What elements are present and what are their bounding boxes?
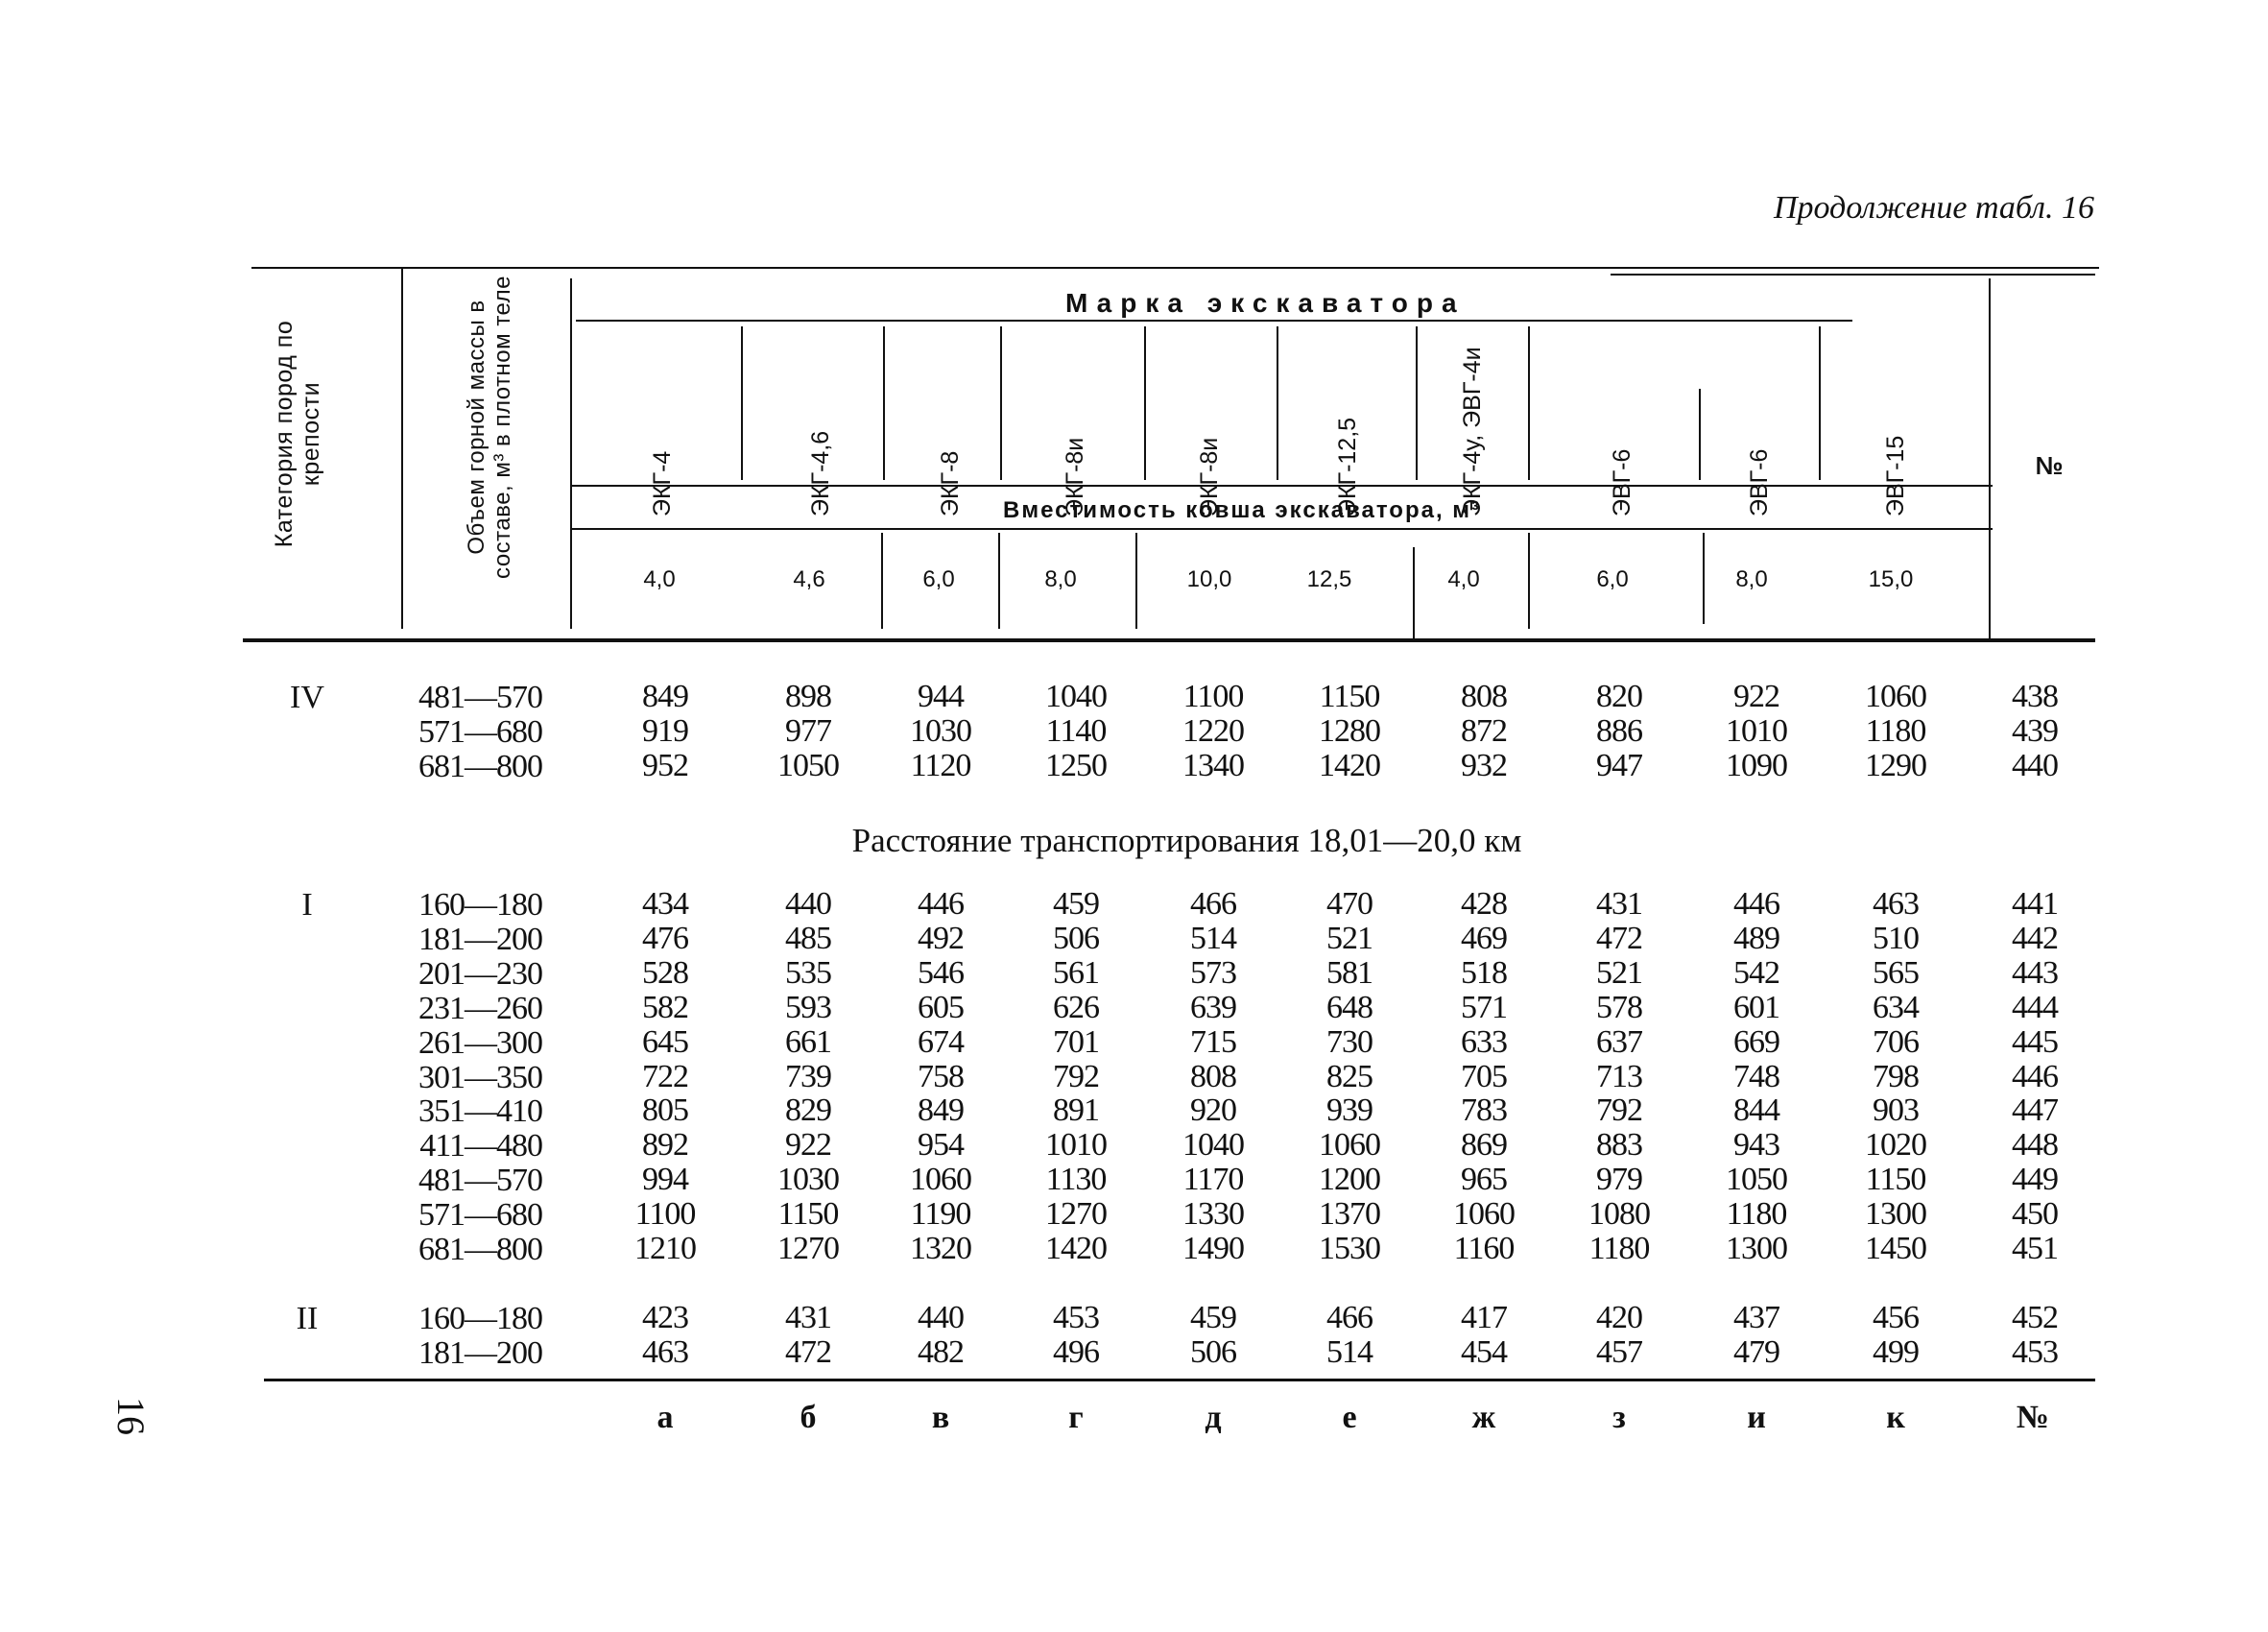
capacity-value: 6,0	[1596, 566, 1629, 592]
table-cell: 472	[1596, 920, 1642, 956]
model-name: ЭВГ-6	[1746, 448, 1773, 516]
table-cell: 1290	[1865, 747, 1926, 783]
table-cell: 1450	[1865, 1231, 1926, 1266]
table-cell: 571	[1461, 989, 1507, 1025]
table-cell: 1050	[1726, 1162, 1787, 1198]
table-cell: 844	[1733, 1092, 1779, 1129]
capacity-value: 8,0	[1735, 566, 1768, 592]
table-cell: 459	[1053, 886, 1099, 922]
table-cell: 706	[1873, 1023, 1919, 1060]
table-cell: 922	[785, 1127, 831, 1164]
model-name: ЭВГ-15	[1882, 435, 1909, 516]
table-cell: 479	[1733, 1333, 1779, 1370]
table-cell: 633	[1461, 1023, 1507, 1060]
table-cell: 470	[1326, 886, 1373, 922]
volume-range: 681—800	[418, 748, 542, 784]
row-number: 440	[2012, 747, 2058, 783]
cap-divider-2	[998, 533, 1000, 629]
table-cell: 453	[1053, 1300, 1099, 1335]
table-cell: 1090	[1726, 747, 1787, 783]
table-cell: 1060	[910, 1162, 971, 1198]
row-number: 449	[2012, 1162, 2058, 1198]
table-cell: 977	[785, 712, 831, 749]
table-cell: 1030	[777, 1162, 839, 1198]
capacity-value: 10,0	[1186, 566, 1232, 592]
footer-number: №	[2016, 1400, 2050, 1435]
table-cell: 1150	[1319, 679, 1380, 714]
model-name: ЭВГ-6	[1609, 448, 1635, 516]
table-cell: 808	[1190, 1058, 1236, 1094]
table-cell: 932	[1461, 747, 1507, 783]
table-cell: 674	[918, 1023, 964, 1060]
footer-letter: в	[931, 1400, 950, 1435]
table-cell: 1340	[1182, 747, 1244, 783]
table-cell: 1120	[910, 747, 971, 783]
table-cell: 1330	[1182, 1196, 1244, 1233]
table-cell: 634	[1873, 989, 1919, 1025]
table-cell: 645	[642, 1023, 688, 1060]
table-cell: 582	[642, 989, 688, 1025]
table-cell: 420	[1596, 1300, 1642, 1335]
table-cell: 919	[642, 712, 688, 749]
row-number: 446	[2012, 1058, 2058, 1094]
volume-range: 571—680	[418, 1197, 542, 1234]
table-cell: 920	[1190, 1092, 1236, 1129]
table-cell: 446	[918, 886, 964, 922]
table-cell: 454	[1461, 1333, 1507, 1370]
table-cell: 593	[785, 989, 831, 1025]
model-name: ЭКГ-8и	[1196, 437, 1223, 516]
table-cell: 463	[1873, 886, 1919, 922]
volume-range: 351—410	[418, 1093, 542, 1130]
table-cell: 869	[1461, 1127, 1507, 1164]
row-number: 444	[2012, 989, 2058, 1025]
table-cell: 1100	[634, 1196, 696, 1233]
table-cell: 883	[1596, 1127, 1642, 1164]
table-cell: 578	[1596, 989, 1642, 1025]
row-number: 451	[2012, 1231, 2058, 1266]
table-cell: 898	[785, 679, 831, 714]
model-divider-7	[1528, 326, 1530, 480]
cap-divider-5	[1528, 533, 1530, 629]
footer-letter: ж	[1471, 1400, 1496, 1435]
capacity-value: 6,0	[922, 566, 955, 592]
table-cell: 1270	[777, 1231, 839, 1266]
table-cell: 561	[1053, 954, 1099, 991]
table-cell: 1490	[1182, 1231, 1244, 1266]
footer-letter: з	[1612, 1400, 1626, 1435]
table-cell: 669	[1733, 1023, 1779, 1060]
table-cell: 459	[1190, 1300, 1236, 1335]
table-caption: Продолжение табл. 16	[1773, 190, 2094, 226]
table-cell: 872	[1461, 712, 1507, 749]
table-cell: 1530	[1319, 1231, 1380, 1266]
table-cell: 466	[1190, 886, 1236, 922]
volume-range: 160—180	[418, 1301, 542, 1336]
table-cell: 535	[785, 954, 831, 991]
table-cell: 1420	[1319, 747, 1380, 783]
table-cell: 952	[642, 747, 688, 783]
volume-range: 481—570	[418, 1163, 542, 1199]
table-cell: 739	[785, 1058, 831, 1094]
model-name: ЭКГ-8и	[1062, 437, 1088, 516]
table-cell: 783	[1461, 1092, 1507, 1129]
table-cell: 965	[1461, 1162, 1507, 1198]
table-cell: 1040	[1182, 1127, 1244, 1164]
table-cell: 1370	[1319, 1196, 1380, 1233]
table-cell: 521	[1326, 920, 1373, 956]
row-number: 447	[2012, 1092, 2058, 1129]
table-cell: 431	[1596, 886, 1642, 922]
header-volume: Объем горной массы в составе, м³ в плотном теле	[464, 276, 515, 579]
table-cell: 1020	[1865, 1127, 1926, 1164]
capacity-underline	[572, 528, 1993, 530]
capacity-value: 4,6	[793, 566, 825, 592]
table-cell: 1010	[1726, 712, 1787, 749]
table-cell: 849	[918, 1092, 964, 1129]
table-cell: 903	[1873, 1092, 1919, 1129]
table-cell: 701	[1053, 1023, 1099, 1060]
table-cell: 496	[1053, 1333, 1099, 1370]
volume-range: 301—350	[418, 1059, 542, 1095]
row-number: 445	[2012, 1023, 2058, 1060]
table-cell: 849	[642, 679, 688, 714]
capacity-value: 15,0	[1868, 566, 1914, 592]
table-cell: 482	[918, 1333, 964, 1370]
table-cell: 805	[642, 1092, 688, 1129]
table-cell: 648	[1326, 989, 1373, 1025]
row-number: 452	[2012, 1300, 2058, 1335]
capacity-value: 12,5	[1306, 566, 1352, 592]
footer-letter: г	[1068, 1400, 1084, 1435]
table-cell: 1280	[1319, 712, 1380, 749]
table-cell: 1150	[777, 1196, 839, 1233]
row-number: 450	[2012, 1196, 2058, 1233]
table-cell: 446	[1733, 886, 1779, 922]
header-bottom-rule	[243, 638, 2095, 642]
table-cell: 922	[1733, 679, 1779, 714]
table-cell: 1130	[1045, 1162, 1107, 1198]
table-cell: 639	[1190, 989, 1236, 1025]
category-label: II	[296, 1301, 319, 1336]
table-cell: 437	[1733, 1300, 1779, 1335]
table-cell: 521	[1596, 954, 1642, 991]
volume-range: 231—260	[418, 990, 542, 1026]
table-cell: 947	[1596, 747, 1642, 783]
model-name: ЭКГ-8	[937, 450, 964, 516]
table-cell: 722	[642, 1058, 688, 1094]
table-cell: 626	[1053, 989, 1099, 1025]
table-cell: 758	[918, 1058, 964, 1094]
table-cell: 417	[1461, 1300, 1507, 1335]
footer-letter: б	[800, 1400, 817, 1435]
table-cell: 469	[1461, 920, 1507, 956]
table-cell: 1160	[1453, 1231, 1515, 1266]
page-number: 16	[109, 1397, 153, 1435]
table-cell: 661	[785, 1023, 831, 1060]
table-cell: 1170	[1182, 1162, 1244, 1198]
footer-letter: е	[1342, 1400, 1357, 1435]
table-cell: 943	[1733, 1127, 1779, 1164]
row-number: 453	[2012, 1333, 2058, 1370]
table-cell: 944	[918, 679, 964, 714]
model-name: ЭКГ-4,6	[807, 430, 834, 516]
volume-range: 411—480	[419, 1128, 542, 1164]
table-cell: 440	[785, 886, 831, 922]
volume-range: 181—200	[418, 921, 542, 957]
table-cell: 456	[1873, 1300, 1919, 1335]
model-name: ЭКГ-4у, ЭВГ-4и	[1459, 347, 1486, 516]
volume-range: 201—230	[418, 955, 542, 992]
table-cell: 510	[1873, 920, 1919, 956]
model-divider-6	[1416, 326, 1418, 480]
table-cell: 514	[1326, 1333, 1373, 1370]
category-label: I	[301, 887, 313, 923]
table-cell: 1060	[1453, 1196, 1515, 1233]
table-cell: 1030	[910, 712, 971, 749]
row-number: 443	[2012, 954, 2058, 991]
footer-letter: а	[657, 1400, 674, 1435]
row-number: 441	[2012, 886, 2058, 922]
table-cell: 581	[1326, 954, 1373, 991]
table-cell: 463	[642, 1333, 688, 1370]
model-divider-4	[1144, 326, 1146, 480]
row-number: 442	[2012, 920, 2058, 956]
table-cell: 506	[1190, 1333, 1236, 1370]
model-divider-9	[1819, 326, 1821, 480]
header-brand: Марка экскаватора	[1065, 288, 1466, 318]
table-cell: 825	[1326, 1058, 1373, 1094]
table-cell: 979	[1596, 1162, 1642, 1198]
table-cell: 1420	[1045, 1231, 1107, 1266]
header-top-rule	[251, 267, 2099, 269]
category-label: IV	[290, 680, 324, 715]
col-divider-volume	[401, 269, 403, 629]
table-cell: 792	[1053, 1058, 1099, 1094]
volume-range: 261—300	[418, 1024, 542, 1061]
model-divider-8	[1699, 389, 1701, 480]
table-cell: 1320	[910, 1231, 971, 1266]
table-cell: 499	[1873, 1333, 1919, 1370]
table-cell: 1180	[1726, 1196, 1787, 1233]
table-cell: 792	[1596, 1092, 1642, 1129]
row-number: 438	[2012, 679, 2058, 714]
table-cell: 466	[1326, 1300, 1373, 1335]
table-cell: 440	[918, 1300, 964, 1335]
table-bottom-rule	[264, 1379, 2095, 1381]
footer-letter: к	[1886, 1400, 1905, 1435]
table-cell: 637	[1596, 1023, 1642, 1060]
model-divider-5	[1277, 326, 1278, 480]
table-cell: 476	[642, 920, 688, 956]
table-cell: 1220	[1182, 712, 1244, 749]
table-cell: 939	[1326, 1092, 1373, 1129]
capacity-value: 8,0	[1044, 566, 1077, 592]
table-cell: 892	[642, 1127, 688, 1164]
model-divider-2	[883, 326, 885, 480]
table-cell: 1200	[1319, 1162, 1380, 1198]
table-cell: 715	[1190, 1023, 1236, 1060]
table-cell: 1180	[1865, 712, 1926, 749]
capacity-value: 4,0	[1447, 566, 1480, 592]
table-cell: 514	[1190, 920, 1236, 956]
col-divider-models	[570, 278, 572, 629]
table-cell: 605	[918, 989, 964, 1025]
table-cell: 1250	[1045, 747, 1107, 783]
table-cell: 423	[642, 1300, 688, 1335]
row-number: 448	[2012, 1127, 2058, 1164]
capacity-value: 4,0	[643, 566, 676, 592]
brand-underline	[576, 320, 1852, 322]
table-cell: 434	[642, 886, 688, 922]
table-cell: 994	[642, 1162, 688, 1198]
table-cell: 798	[1873, 1058, 1919, 1094]
volume-range: 181—200	[418, 1334, 542, 1371]
header-number: №	[2035, 451, 2064, 480]
table-cell: 485	[785, 920, 831, 956]
table-cell: 730	[1326, 1023, 1373, 1060]
table-cell: 1100	[1182, 679, 1244, 714]
table-cell: 428	[1461, 886, 1507, 922]
volume-range: 571—680	[418, 713, 542, 750]
header-category: Категория пород по крепости	[271, 320, 324, 548]
table-cell: 573	[1190, 954, 1236, 991]
table-cell: 1060	[1319, 1127, 1380, 1164]
table-cell: 954	[918, 1127, 964, 1164]
table-cell: 886	[1596, 712, 1642, 749]
cap-divider-3	[1135, 533, 1137, 629]
table-cell: 748	[1733, 1058, 1779, 1094]
table-cell: 1050	[777, 747, 839, 783]
table-cell: 1270	[1045, 1196, 1107, 1233]
header-top-rule-right	[1611, 274, 2095, 276]
table-cell: 829	[785, 1092, 831, 1129]
table-cell: 492	[918, 920, 964, 956]
table-cell: 713	[1596, 1058, 1642, 1094]
col-divider-number	[1989, 278, 1991, 638]
table-cell: 565	[1873, 954, 1919, 991]
table-cell: 1300	[1865, 1196, 1926, 1233]
table-cell: 506	[1053, 920, 1099, 956]
table-cell: 705	[1461, 1058, 1507, 1094]
table-cell: 1040	[1045, 679, 1107, 714]
volume-range: 160—180	[418, 887, 542, 923]
model-divider-3	[1000, 326, 1002, 480]
footer-letter: и	[1747, 1400, 1766, 1435]
table-cell: 1300	[1726, 1231, 1787, 1266]
model-name: ЭКГ-4	[649, 450, 676, 516]
table-cell: 1010	[1045, 1127, 1107, 1164]
table-cell: 1060	[1865, 679, 1926, 714]
volume-range: 481—570	[418, 680, 542, 715]
table-cell: 1140	[1045, 712, 1107, 749]
model-divider-1	[741, 326, 743, 480]
table-cell: 891	[1053, 1092, 1099, 1129]
table-cell: 542	[1733, 954, 1779, 991]
footer-letter: д	[1205, 1400, 1222, 1435]
table-cell: 518	[1461, 954, 1507, 991]
table-cell: 1190	[910, 1196, 971, 1233]
table-cell: 1080	[1588, 1196, 1650, 1233]
table-cell: 1210	[634, 1231, 696, 1266]
table-cell: 472	[785, 1333, 831, 1370]
section-label: Расстояние транспортирования 18,01—20,0 км	[851, 822, 1522, 859]
table-cell: 820	[1596, 679, 1642, 714]
row-number: 439	[2012, 712, 2058, 749]
model-name: ЭКГ-12,5	[1334, 417, 1361, 516]
model-underline	[572, 485, 1993, 487]
table-cell: 457	[1596, 1333, 1642, 1370]
table-cell: 1150	[1865, 1162, 1926, 1198]
header-capacity: Вместимость ковша экскаватора, м³	[1003, 497, 1482, 523]
table-cell: 1180	[1588, 1231, 1650, 1266]
table-cell: 431	[785, 1300, 831, 1335]
table-cell: 489	[1733, 920, 1779, 956]
table-cell: 546	[918, 954, 964, 991]
table-cell: 601	[1733, 989, 1779, 1025]
table-cell: 808	[1461, 679, 1507, 714]
volume-range: 681—800	[418, 1232, 542, 1267]
table-cell: 528	[642, 954, 688, 991]
